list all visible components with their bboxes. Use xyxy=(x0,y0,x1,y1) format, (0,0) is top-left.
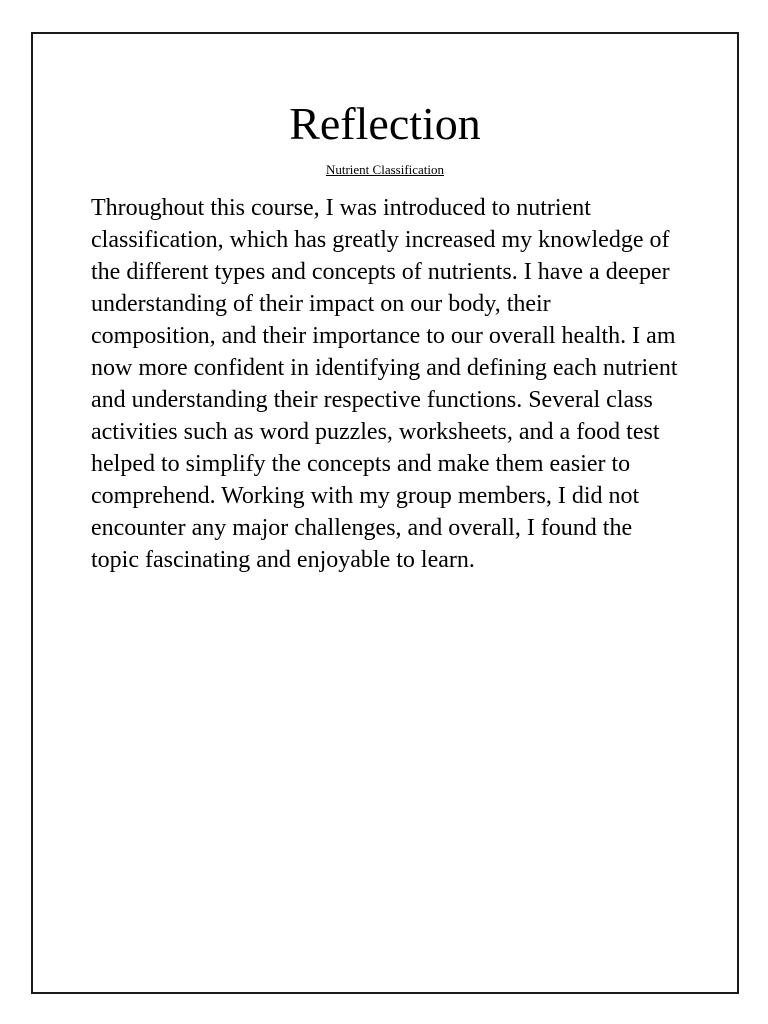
page-title: Reflection xyxy=(289,98,481,149)
page-subtitle: Nutrient Classification xyxy=(325,162,445,177)
document-page xyxy=(31,32,739,994)
body-paragraph: Throughout this course, I was introduced to nutrient classification, which has greatly increased my knowledge of the different types and concepts of nutrients. I have a deeper understanding of their impact on our body, their composition, and their importance to our overall health. I am now more confident in identifying and defining each nutrient and understanding their respective functions. Several class activities such as word puzzles, worksheets, and a food test helped to simplify the concepts and make them easier to comprehend. Working with my group members, I did not encounter any major challenges, and overall, I found the topic fascinating and enjoyable to learn. xyxy=(91,195,678,573)
